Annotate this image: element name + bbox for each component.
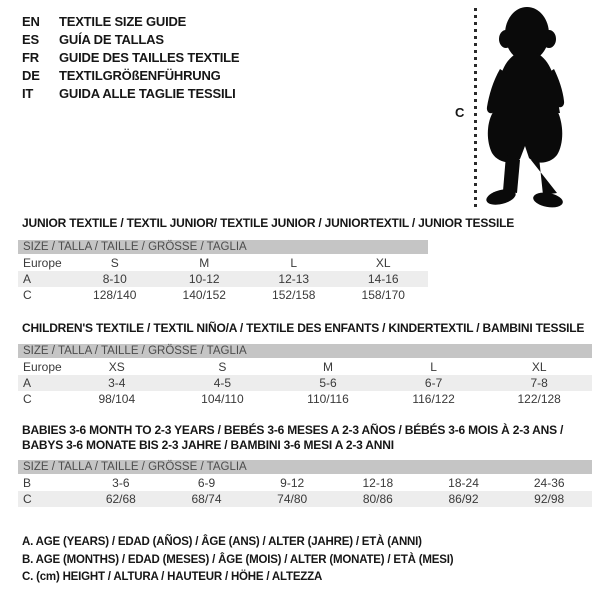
size-cell: 158/170	[361, 288, 405, 302]
measurement-legend	[22, 536, 453, 589]
table-title-line: CHILDREN'S TEXTILE / TEXTIL NIÑO/A / TEXTILE DES ENFANTS / KINDERTEXTIL / BAMBINI TESSILE	[22, 321, 585, 335]
size-cell: 5-6	[319, 376, 337, 390]
size-cell: 24-36	[533, 476, 565, 490]
row-label: A	[23, 272, 32, 286]
size-cell: 3-6	[112, 476, 130, 490]
size-header-bar: SIZE / TALLA / TAILLE / GRÖSSE / TAGLIA	[18, 460, 592, 475]
language-label: GUIDA ALLE TAGLIE TESSILI	[59, 85, 236, 101]
size-cell: 104/110	[201, 392, 244, 406]
size-cell: 80/86	[362, 492, 393, 506]
table-row	[18, 391, 592, 407]
language-code: IT	[22, 85, 34, 101]
junior-textile-size-table	[18, 240, 428, 303]
table-row	[18, 375, 592, 391]
table-row	[18, 491, 592, 507]
size-cell: 98/104	[98, 392, 136, 406]
table-row	[18, 475, 592, 491]
size-cell: 140/152	[182, 288, 226, 302]
size-cell: 74/80	[277, 492, 308, 506]
language-label: TEXTILE SIZE GUIDE	[59, 13, 187, 29]
size-header-bar: SIZE / TALLA / TAILLE / GRÖSSE / TAGLIA	[18, 240, 428, 255]
language-label: GUÍA DE TALLAS	[59, 31, 164, 47]
language-row	[22, 84, 239, 102]
size-cell: 4-5	[213, 376, 232, 390]
language-row	[22, 48, 239, 66]
size-cell: S	[110, 256, 119, 270]
size-cell: XL	[531, 360, 547, 374]
size-cell: 12-13	[278, 272, 310, 286]
size-cell: 116/122	[412, 392, 455, 406]
size-cell: 9-12	[280, 476, 305, 490]
size-cell: 3-4	[108, 376, 126, 390]
language-code: DE	[22, 67, 40, 83]
language-code: EN	[22, 13, 40, 29]
size-cell: 6-9	[197, 476, 216, 490]
row-label: Europe	[23, 360, 62, 374]
language-list	[22, 12, 239, 102]
language-row	[22, 30, 239, 48]
language-row	[22, 12, 239, 30]
childrens-textile-size-table	[18, 344, 592, 407]
table-title-line: BABYS 3-6 MONATE BIS 2-3 JAHRE / BAMBINI 3-6 MESI A 2-3 ANNI	[22, 438, 394, 452]
babies-textile-size-table	[18, 460, 592, 507]
size-cell: L	[430, 360, 437, 374]
size-cell: 110/116	[307, 392, 349, 406]
row-label: A	[23, 376, 32, 390]
size-cell: S	[218, 360, 227, 374]
size-cell: XS	[108, 360, 125, 374]
size-cell: M	[322, 360, 333, 374]
row-label: Europe	[23, 256, 62, 270]
language-label: GUIDE DES TAILLES TEXTILE	[59, 49, 240, 65]
language-row	[22, 66, 239, 84]
size-cell: M	[199, 256, 210, 270]
size-cell: L	[290, 256, 298, 270]
table-row	[18, 255, 428, 271]
size-cell: 6-7	[424, 376, 443, 390]
table-row	[18, 271, 428, 287]
legend-line: A. AGE (YEARS) / EDAD (AÑOS) / ÂGE (ANS) / ALTER (JAHRE) / ETÀ (ANNI)	[22, 536, 422, 548]
size-cell: 122/128	[517, 392, 561, 406]
size-cell: 68/74	[191, 492, 222, 506]
row-label: C	[23, 392, 32, 406]
language-code: FR	[22, 49, 39, 65]
size-cell: XL	[375, 256, 391, 270]
legend-line: C. (cm) HEIGHT / ALTURA / HAUTEUR / HÖHE / ALTEZZA	[22, 571, 323, 583]
size-cell: 14-16	[367, 272, 399, 286]
table-title-line: JUNIOR TEXTILE / TEXTIL JUNIOR/ TEXTILE JUNIOR / JUNIORTEXTIL / JUNIOR TESSILE	[22, 216, 515, 230]
row-label: B	[23, 476, 32, 490]
size-cell: 128/140	[93, 288, 137, 302]
babies-textile-section-title	[22, 423, 563, 453]
size-header-bar: SIZE / TALLA / TAILLE / GRÖSSE / TAGLIA	[18, 344, 592, 359]
language-code: ES	[22, 31, 39, 47]
toddler-silhouette-image	[482, 7, 571, 208]
row-label: C	[23, 492, 32, 506]
size-cell: 18-24	[448, 476, 479, 490]
size-cell: 86/92	[448, 492, 479, 506]
size-cell: 12-18	[362, 476, 394, 490]
size-cell: 7-8	[530, 376, 548, 390]
size-cell: 10-12	[188, 272, 220, 286]
table-row	[18, 287, 428, 303]
size-cell: 92/98	[534, 492, 565, 506]
language-label: TEXTILGRÖßENFÜHRUNG	[59, 67, 221, 83]
table-row	[18, 359, 592, 375]
row-label: C	[23, 288, 32, 302]
childrens-textile-section-title	[22, 321, 584, 336]
junior-textile-section-title	[22, 216, 514, 231]
height-marker-label: C	[455, 105, 465, 120]
legend-line: B. AGE (MONTHS) / EDAD (MESES) / ÂGE (MOIS) / ALTER (MONATE) / ETÀ (MESI)	[22, 553, 454, 566]
size-cell: 8-10	[102, 272, 127, 286]
size-cell: 152/158	[272, 288, 316, 302]
height-measure-dashed-line	[474, 8, 477, 207]
size-cell: 62/68	[105, 492, 136, 506]
table-title-line: BABIES 3-6 MONTH TO 2-3 YEARS / BEBÉS 3-6 MESES A 2-3 AÑOS / BÉBÉS 3-6 MOIS À 2-3 ANS /	[22, 423, 564, 437]
